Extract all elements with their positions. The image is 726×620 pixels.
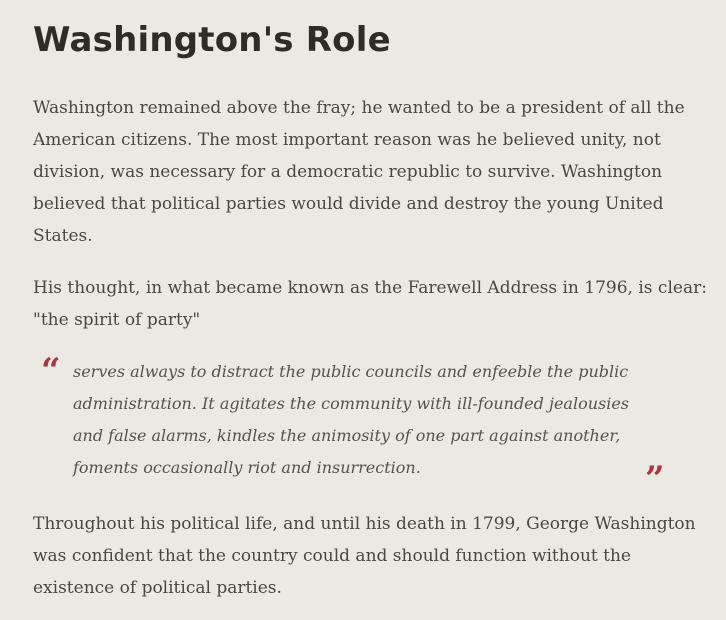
quote-line: and false alarms, kindles the animosity of one part against another, <box>73 426 621 445</box>
text-line: Throughout his political life, and until his death in 1799, George Washington <box>33 514 696 534</box>
quote-line: foments occasionally riot and insurrection. <box>73 458 421 477</box>
text-line: division, was necessary for a democratic republic to survive. Washington <box>33 162 663 182</box>
paragraph-farewell-address <box>33 272 706 336</box>
text-line: believed that political parties would divide and destroy the young United <box>33 194 664 214</box>
text-line: Washington remained above the fray; he wanted to be a president of all the <box>33 98 685 118</box>
text-line: States. <box>33 226 93 246</box>
blockquote <box>33 351 706 499</box>
text-line: existence of political parties. <box>33 578 282 598</box>
quote-line: administration. It agitates the community with ill-founded jealousies <box>73 394 630 413</box>
page-title: Washington's Role <box>33 20 391 60</box>
quote-line: serves always to distract the public councils and enfeeble the public <box>73 362 629 381</box>
text-line: was confident that the country could and should function without the <box>33 546 631 566</box>
text-line: "the spirit of party" <box>33 310 201 330</box>
blockquote-text <box>73 356 646 484</box>
close-quote-icon: ” <box>645 459 665 499</box>
text-line: His thought, in what became known as the Farewell Address in 1796, is clear: <box>33 278 707 298</box>
open-quote-icon: “ <box>41 351 61 391</box>
paragraph-conclusion <box>33 508 706 604</box>
text-line: American citizens. The most important reason was he believed unity, not <box>33 130 661 150</box>
paragraph-intro <box>33 92 706 252</box>
